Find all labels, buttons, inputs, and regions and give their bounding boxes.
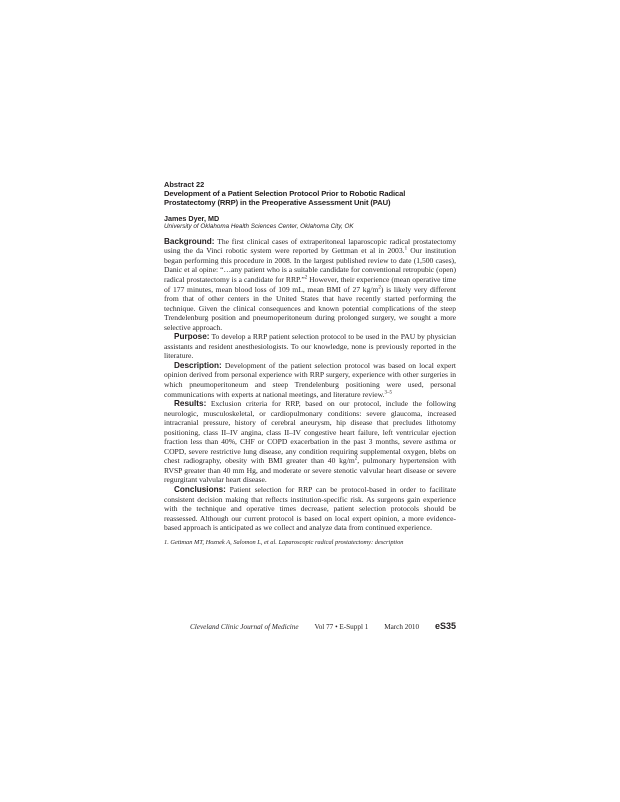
issue-date: March 2010	[384, 623, 420, 631]
purpose-text: To develop a RRP patient selection protocol to be used in the PAU by physician assistants and resident anesthesiologists. To our knowledge, none is previously reported in the literature.	[164, 332, 457, 361]
conclusions-paragraph	[164, 485, 456, 533]
description-paragraph	[164, 361, 456, 399]
volume-info: Vol 77 • E-Suppl 1	[314, 623, 369, 631]
description-heading: Description:	[174, 360, 222, 370]
background-paragraph	[164, 237, 456, 332]
results-text-2: , pulmonary hypertension with RVSP greater than 40 mm Hg, and moderate or severe stenotic valvular heart disease or severe regurgitant valvular heart disease.	[164, 456, 456, 485]
results-heading: Results:	[174, 399, 207, 409]
superscript-squared: 2	[378, 285, 381, 291]
page-number: eS35	[434, 621, 456, 631]
background-heading: Background:	[164, 236, 215, 246]
abstract-number: Abstract 22	[164, 180, 205, 189]
purpose-heading: Purpose:	[174, 332, 210, 342]
background-text-2: Our institution began performing this procedure in 2008. In the largest published review to date (1,500 cases), Danic et al opine: “…any patient who is a suitable candidate for conventional retropubic (open) radical prostatectomy is a candidate for RRP.”	[164, 246, 456, 284]
page-footer	[190, 621, 456, 632]
reference-1	[164, 539, 456, 547]
citation-3-5: 3–5	[384, 390, 393, 396]
abstract-title: Development of a Patient Selection Protocol Prior to Robotic Radical Prostatectomy (RRP) in the Preoperative Assessment Unit (PAU)	[164, 189, 406, 208]
superscript-squared: 2	[354, 456, 358, 462]
conclusions-text: Patient selection for RRP can be protocol-based in order to facilitate consistent decision making that reflects institution-specific risk. As surgeons gain experience with the technique and operative times decrease, patient selection protocols should be reassessed. Although our current protocol is based on local expert opinion, a more evidence-based approach is anticipated as we collect and analyze data from continued experience.	[164, 485, 456, 533]
reference-title: Laparoscopic radical prostatectomy: description	[276, 538, 404, 546]
author-affiliation: University of Oklahoma Health Sciences Center, Oklahoma City, OK	[164, 222, 354, 230]
conclusions-heading: Conclusions:	[174, 485, 226, 495]
abstract-page	[164, 180, 456, 547]
description-text: Development of the patient selection protocol was based on local expert opinion derived from personal experience with RRP surgery, experience with other surgeries in which pneumoperitoneum and steep Trendelenburg positioning were used, personal communications with experts at national meetings, and literature review.	[164, 360, 456, 399]
background-text-3: However, their experience (mean operative time of 177 minutes, mean blood loss of 109 mL, mean BMI of 27 kg/m	[164, 275, 456, 294]
results-paragraph	[164, 399, 456, 485]
reference-authors: 1. Gettman MT, Hoznek A, Salomon L, et al.	[164, 538, 277, 546]
journal-name: Cleveland Clinic Journal of Medicine	[190, 623, 299, 631]
purpose-paragraph	[164, 332, 456, 361]
background-text-1: The first clinical cases of extraperitoneal laparoscopic radical prostatectomy using the da Vinci robotic system were reported by Gettman et al in 2003.	[164, 236, 456, 256]
citation-2: 2	[304, 275, 308, 281]
author-name: James Dyer, MD	[164, 213, 220, 223]
citation-1: 1	[404, 246, 408, 252]
background-text-4: ) is likely very different from that of other centers in the United States that have recently started performing the technique. Given the clinical consequences and known potential complications of the steep Trendelenburg position and pneumoperitoneum during prolonged surgery, we sought a more selective approach.	[164, 284, 456, 332]
results-text-1: Exclusion criteria for RRP, based on our protocol, include the following neurologic, musculoskeletal, or cardiopulmonary conditions: severe glaucoma, increased intracranial pressure, history of cerebral aneurysm, hip disease that precludes lithotomy positioning, class II–IV angina, class II–IV congestive heart failure, left ventricular ejection fraction less than 40%, CHF or COPD exacerbation in the past 3 months, severe asthma or COPD, severe restrictive lung disease, any condition requiring supplemental oxygen, blebs on chest radiography, obesity with BMI greater than 40 kg/m	[164, 399, 456, 466]
